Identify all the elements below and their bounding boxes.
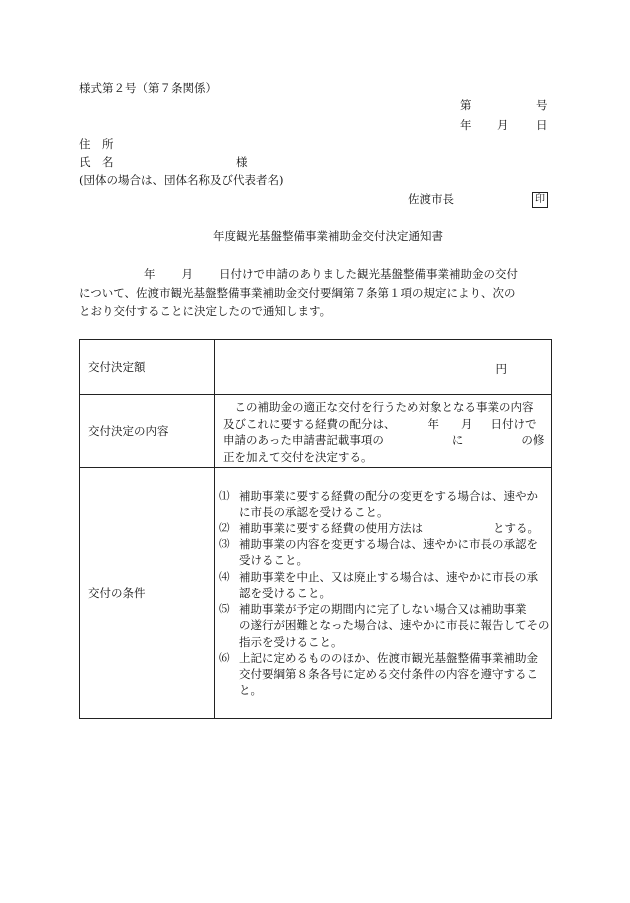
- content-date-suffix: 日付けで: [490, 416, 537, 431]
- condition-item-6: [219, 650, 545, 699]
- condition-text: 補助事業に要する経費の配分の変更をする場合は、速やか: [239, 488, 538, 503]
- name-label: 氏 名: [79, 155, 114, 169]
- honorific: 様: [236, 155, 248, 169]
- form-label: 様式第２号（第７条関係）: [79, 81, 217, 95]
- condition-text: 指示を受けること。: [239, 634, 343, 649]
- content-line-4: 正を加えて交付を決定する。: [223, 449, 373, 464]
- group-note: (団体の場合は、団体名称及び代表者名): [79, 173, 284, 187]
- condition-item-2: [219, 520, 545, 536]
- conditions-cell: [215, 468, 552, 719]
- condition-number: ⑶: [219, 538, 230, 551]
- condition-text: に市長の承認を受けること。: [239, 504, 389, 519]
- doc-date-day: 日: [536, 118, 548, 132]
- table-row: [80, 395, 552, 468]
- issuer-title: 佐渡市長: [408, 192, 454, 206]
- condition-text: とする。: [493, 521, 539, 536]
- content-line-1: この補助金の適正な交付を行うため対象となる事業の内容: [223, 400, 534, 414]
- content-text: 申請のあった申請書記載事項の: [223, 433, 384, 447]
- condition-text: 補助事業が予定の期間内に完了しない場合又は補助事業: [239, 602, 527, 617]
- body-year: 年: [144, 267, 156, 281]
- content-year: 年: [427, 416, 439, 431]
- condition-text: 交付要綱第８条各号に定める交付条件の内容を遵守するこ: [239, 666, 538, 681]
- doc-number-prefix: 第: [460, 98, 472, 112]
- condition-text: 補助事業を中止、又は廃止する場合は、速やかに市長の承: [239, 569, 538, 584]
- condition-text: 補助事業に要する経費の使用方法は: [239, 521, 423, 536]
- content-line-2: [223, 416, 545, 433]
- condition-text: 上記に定めるもののほか、佐渡市観光基盤整備事業補助金: [239, 650, 538, 665]
- condition-item-4: [219, 569, 545, 601]
- condition-number: ⑵: [219, 522, 230, 535]
- doc-date-month: 月: [497, 118, 509, 132]
- content-ni: に: [451, 433, 464, 447]
- content-cell: [215, 395, 552, 468]
- doc-number-suffix: 号: [536, 98, 548, 112]
- condition-text: 認を受けること。: [239, 585, 331, 600]
- condition-number: ⑹: [219, 651, 230, 664]
- notice-body: [79, 265, 549, 321]
- body-line-2: について、佐渡市観光基盤整備事業補助金交付要綱第７条第１項の規定により、次の: [79, 285, 516, 300]
- condition-number: ⑴: [219, 489, 230, 502]
- content-text: 及びこれに要する経費の配分は、: [223, 416, 396, 431]
- condition-item-3: [219, 536, 545, 568]
- condition-text: の遂行が困難となった場合は、速やかに市長に報告してその: [239, 618, 550, 633]
- body-month: 月: [181, 267, 193, 281]
- row-label-amount: 交付決定額: [80, 340, 215, 395]
- condition-item-1: [219, 488, 545, 520]
- condition-text: と。: [239, 683, 262, 698]
- body-line-1-rest: 日付けで申請のありました観光基盤整備事業補助金の交付: [219, 267, 518, 281]
- doc-date-year: 年: [460, 118, 472, 132]
- seal-mark: 印: [532, 192, 548, 208]
- content-line-3: [223, 432, 545, 449]
- amount-cell: [215, 340, 552, 395]
- body-line-3: とおり交付することに決定したので通知します。: [79, 304, 332, 319]
- grant-decision-table: [79, 339, 552, 719]
- condition-number: ⑸: [219, 603, 230, 616]
- table-row: [80, 340, 552, 395]
- content-shu: の修: [521, 433, 545, 447]
- table-row: [80, 468, 552, 719]
- row-label-conditions: 交付の条件: [80, 468, 215, 719]
- condition-text: 受けること。: [239, 553, 308, 568]
- body-line-1: [79, 265, 549, 284]
- doc-title: 年度観光基盤整備事業補助金交付決定通知書: [213, 229, 443, 243]
- condition-text: 補助事業の内容を変更する場合は、速やかに市長の承認を: [239, 537, 538, 552]
- condition-item-5: [219, 601, 550, 650]
- amount-unit: 円: [495, 362, 507, 376]
- row-label-content: 交付決定の内容: [80, 395, 215, 468]
- content-month: 月: [461, 416, 473, 431]
- address-label: 住 所: [79, 137, 114, 151]
- condition-number: ⑷: [219, 570, 230, 583]
